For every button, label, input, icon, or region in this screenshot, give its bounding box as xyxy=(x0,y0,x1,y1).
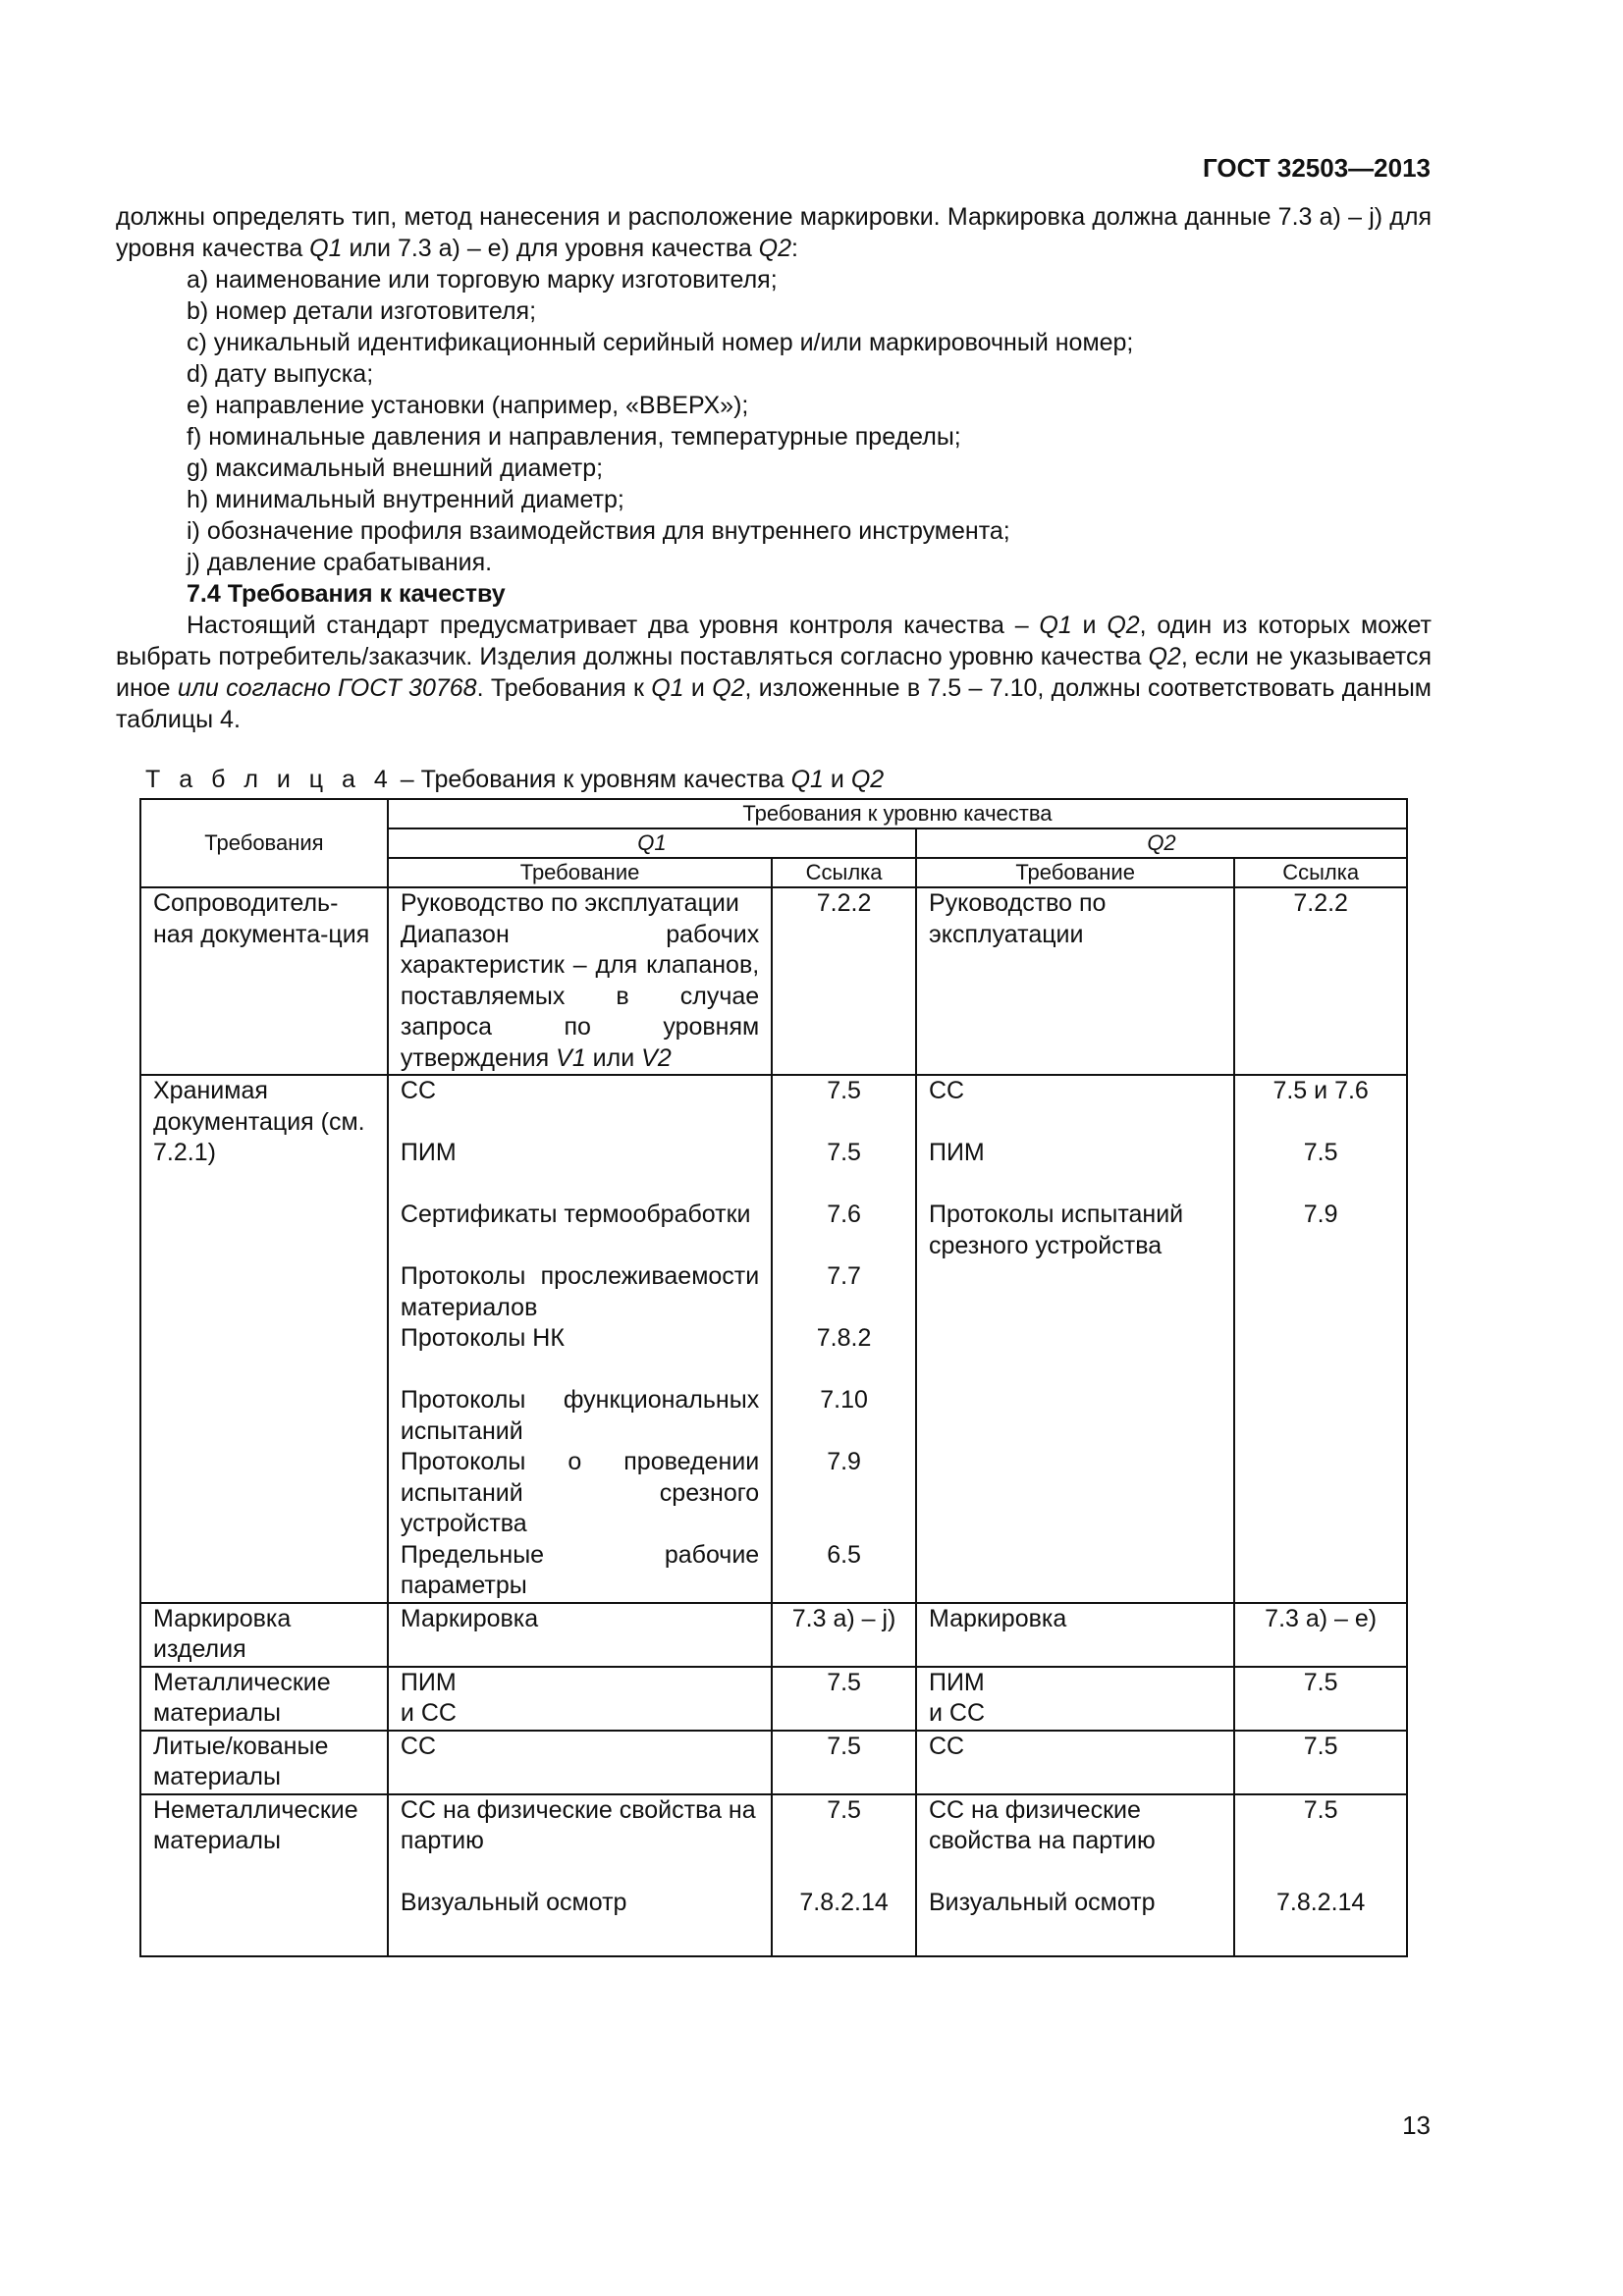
q2-requirement: Маркировка xyxy=(916,1603,1234,1667)
q1-requirement: СС xyxy=(400,1077,437,1104)
q2-requirement: СС xyxy=(928,1077,965,1104)
q1-requirement: Протоколы НК xyxy=(400,1324,565,1352)
q1-requirement: Предельные рабочие параметры xyxy=(400,1540,760,1599)
q1-requirement-cell xyxy=(388,1667,772,1731)
list-item: b) номер детали изготовителя; xyxy=(187,297,537,325)
list-item: c) уникальный идентификационный серийный номер и/или маркировочный номер; xyxy=(187,329,1134,356)
list-item: a) наименование или торговую марку изготовителя; xyxy=(187,266,778,294)
table-caption-q1: Q1 xyxy=(790,766,824,793)
table-caption xyxy=(145,766,884,794)
section-text: и xyxy=(1071,612,1108,639)
list-item: h) минимальный внутренний диаметр; xyxy=(187,486,624,513)
intro-text-b: или 7.3 а) – е) для уровня качества xyxy=(342,235,759,262)
q1-requirement-cell xyxy=(388,1075,772,1603)
q1-requirement: Маркировка xyxy=(388,1603,772,1667)
q2-requirement: Руководство по эксплуатации xyxy=(916,887,1234,1075)
table-caption-text: и xyxy=(823,766,851,793)
intro-text-a: должны определять тип, метод нанесения и расположение маркировки. Маркировка должна данные 7.3 а) – j) для уровня качества xyxy=(116,203,1432,262)
marking-list xyxy=(116,264,1432,578)
list-item: j) давление срабатывания. xyxy=(187,549,493,576)
q2-reference-cell xyxy=(1234,1794,1407,1956)
table-row xyxy=(140,1075,1407,1603)
table-row xyxy=(140,887,1407,1075)
section-paragraph xyxy=(116,610,1432,735)
q2-requirement: Визуальный осмотр xyxy=(928,1889,1156,1916)
q1-reference: 7.5 xyxy=(772,1667,916,1731)
q1-reference: 6.5 xyxy=(827,1540,861,1569)
section-text: , если не указывается иное xyxy=(116,643,1432,702)
header-q1 xyxy=(388,828,916,858)
q1-reference: 7.5 xyxy=(772,1731,916,1794)
q2-reference: 7.5 xyxy=(1303,1139,1338,1166)
q2-reference: 7.5 xyxy=(1234,1667,1407,1731)
intro-q2: Q2 xyxy=(758,235,792,262)
q1-requirement-text: или xyxy=(585,1043,642,1072)
q2-requirement: ПИМ xyxy=(928,1139,985,1166)
header-q1-label: Q1 xyxy=(637,830,667,855)
q1-reference: 7.3 а) – j) xyxy=(772,1603,916,1667)
q1-requirement xyxy=(401,920,759,1075)
q1-requirement-cell xyxy=(388,887,772,1075)
q1-reference: 7.5 xyxy=(827,1139,861,1166)
table-caption-label: Т а б л и ц а 4 xyxy=(145,766,394,793)
list-item: e) направление установки (например, «ВВЕРХ»); xyxy=(187,392,749,419)
section-q1: Q1 xyxy=(1039,612,1072,639)
q2-reference: 7.8.2.14 xyxy=(1275,1889,1366,1916)
q1-requirement: Протоколы прослеживаемости материалов xyxy=(400,1262,760,1321)
q1-reference-cell xyxy=(772,1794,916,1956)
list-item: g) максимальный внешний диаметр; xyxy=(187,454,604,482)
q2-reference: 7.5 и 7.6 xyxy=(1272,1077,1369,1104)
section-text: , изложенные в 7.5 – 7.10, должны соответствовать данным таблицы 4. xyxy=(116,674,1432,733)
q1-requirement-cell xyxy=(388,1794,772,1956)
row-name: Литые/кованые материалы xyxy=(140,1731,388,1794)
table-row xyxy=(140,1794,1407,1956)
table-caption-q2: Q2 xyxy=(850,766,885,793)
header-q2-label: Q2 xyxy=(1147,830,1176,855)
q1-reference: 7.7 xyxy=(827,1262,861,1290)
q1-requirement: СС xyxy=(388,1731,772,1794)
q1-requirement: Руководство по эксплуатации xyxy=(400,889,739,917)
row-name: Сопроводитель-ная документа-ция xyxy=(140,887,388,1075)
q1-requirement: и СС xyxy=(400,1699,457,1727)
q2-reference: 7.3 а) – е) xyxy=(1234,1603,1407,1667)
approval-level-v1: V1 xyxy=(556,1043,586,1072)
q2-requirement: ПИМ xyxy=(928,1668,985,1696)
header-q1-reference: Ссылка xyxy=(772,858,916,887)
body-text xyxy=(116,201,1432,735)
q1-requirement: Протоколы о проведении испытаний срезного устройства xyxy=(400,1448,760,1537)
list-item: f) номинальные давления и направления, температурные пределы; xyxy=(187,423,961,451)
section-q1: Q1 xyxy=(651,674,684,702)
q1-requirement: Визуальный осмотр xyxy=(400,1889,627,1916)
header-q2-reference: Ссылка xyxy=(1234,858,1407,887)
row-name: Металлические материалы xyxy=(140,1667,388,1731)
q1-reference: 7.8.2.14 xyxy=(799,1889,889,1916)
q2-requirement-cell xyxy=(916,1794,1234,1956)
section-text: , один из которых может выбрать потребитель/заказчик. Изделия должны поставляться согласно уровню качества xyxy=(116,612,1432,670)
q2-reference: 7.9 xyxy=(1303,1201,1338,1228)
page-header: ГОСТ 32503—2013 xyxy=(1203,153,1431,183)
section-q2: Q2 xyxy=(1107,612,1140,639)
intro-text-c: : xyxy=(791,235,798,262)
q1-reference: 7.8.2 xyxy=(816,1324,872,1352)
section-heading: 7.4 Требования к качеству xyxy=(187,580,506,608)
q2-reference-cell xyxy=(1234,1075,1407,1603)
q2-requirement-cell xyxy=(916,1075,1234,1603)
section-text: Настоящий стандарт предусматривает два уровня контроля качества – xyxy=(187,612,1040,639)
page-number: 13 xyxy=(1402,2110,1431,2140)
intro-q1: Q1 xyxy=(309,235,343,262)
q1-reference: 7.9 xyxy=(827,1448,861,1475)
q1-requirement-text: Диапазон рабочих характеристик – для клапанов, поставляемых в случае запроса по уровням утверждения xyxy=(400,920,760,1072)
q2-requirement: СС xyxy=(916,1731,1234,1794)
q2-requirement: Протоколы испытаний срезного устройства xyxy=(928,1201,1184,1259)
q1-requirement: СС на физические свойства на партию xyxy=(400,1795,756,1854)
q1-reference: 7.5 xyxy=(827,1795,861,1824)
q2-requirement-cell xyxy=(916,1667,1234,1731)
section-q2: Q2 xyxy=(1148,643,1181,670)
row-name: Хранимая документация (см. 7.2.1) xyxy=(140,1075,388,1603)
table-row xyxy=(140,1603,1407,1667)
table-header-row xyxy=(140,799,1407,828)
q1-requirement: Сертификаты термообработки xyxy=(400,1201,751,1228)
intro-paragraph xyxy=(116,201,1432,264)
q1-reference: 7.5 xyxy=(827,1077,861,1104)
q2-reference: 7.2.2 xyxy=(1234,887,1407,1075)
q2-reference: 7.5 xyxy=(1234,1731,1407,1794)
header-requirements: Требования xyxy=(140,799,388,887)
header-q1-requirement: Требование xyxy=(388,858,772,887)
quality-requirements-table xyxy=(139,798,1408,1957)
q1-reference: 7.2.2 xyxy=(772,887,916,1075)
section-text: и xyxy=(683,674,713,702)
q1-requirement: ПИМ xyxy=(400,1668,457,1696)
q1-reference-cell xyxy=(772,1075,916,1603)
row-name: Неметаллические материалы xyxy=(140,1794,388,1956)
list-item: d) дату выпуска; xyxy=(187,360,374,388)
q1-reference: 7.10 xyxy=(820,1386,868,1414)
q1-reference: 7.6 xyxy=(827,1201,861,1228)
q1-requirement: Протоколы функциональных испытаний xyxy=(400,1386,760,1445)
q2-reference: 7.5 xyxy=(1303,1795,1338,1824)
approval-level-v2: V2 xyxy=(641,1043,672,1072)
header-q2 xyxy=(916,828,1407,858)
section-q2: Q2 xyxy=(712,674,745,702)
section-text: . Требования к xyxy=(476,674,652,702)
header-quality-level: Требования к уровню качества xyxy=(388,799,1407,828)
header-q2-requirement: Требование xyxy=(916,858,1234,887)
table-row xyxy=(140,1667,1407,1731)
table-row xyxy=(140,1731,1407,1794)
list-item: i) обозначение профиля взаимодействия для внутреннего инструмента; xyxy=(187,517,1010,545)
q2-requirement: и СС xyxy=(928,1699,986,1727)
section-italic-reference: или согласно ГОСТ 30768 xyxy=(177,674,477,702)
q2-requirement: СС на физические свойства на партию xyxy=(928,1795,1156,1854)
table-caption-text: – Требования к уровням качества xyxy=(393,766,791,793)
row-name: Маркировка изделия xyxy=(140,1603,388,1667)
q1-requirement: ПИМ xyxy=(400,1139,457,1166)
